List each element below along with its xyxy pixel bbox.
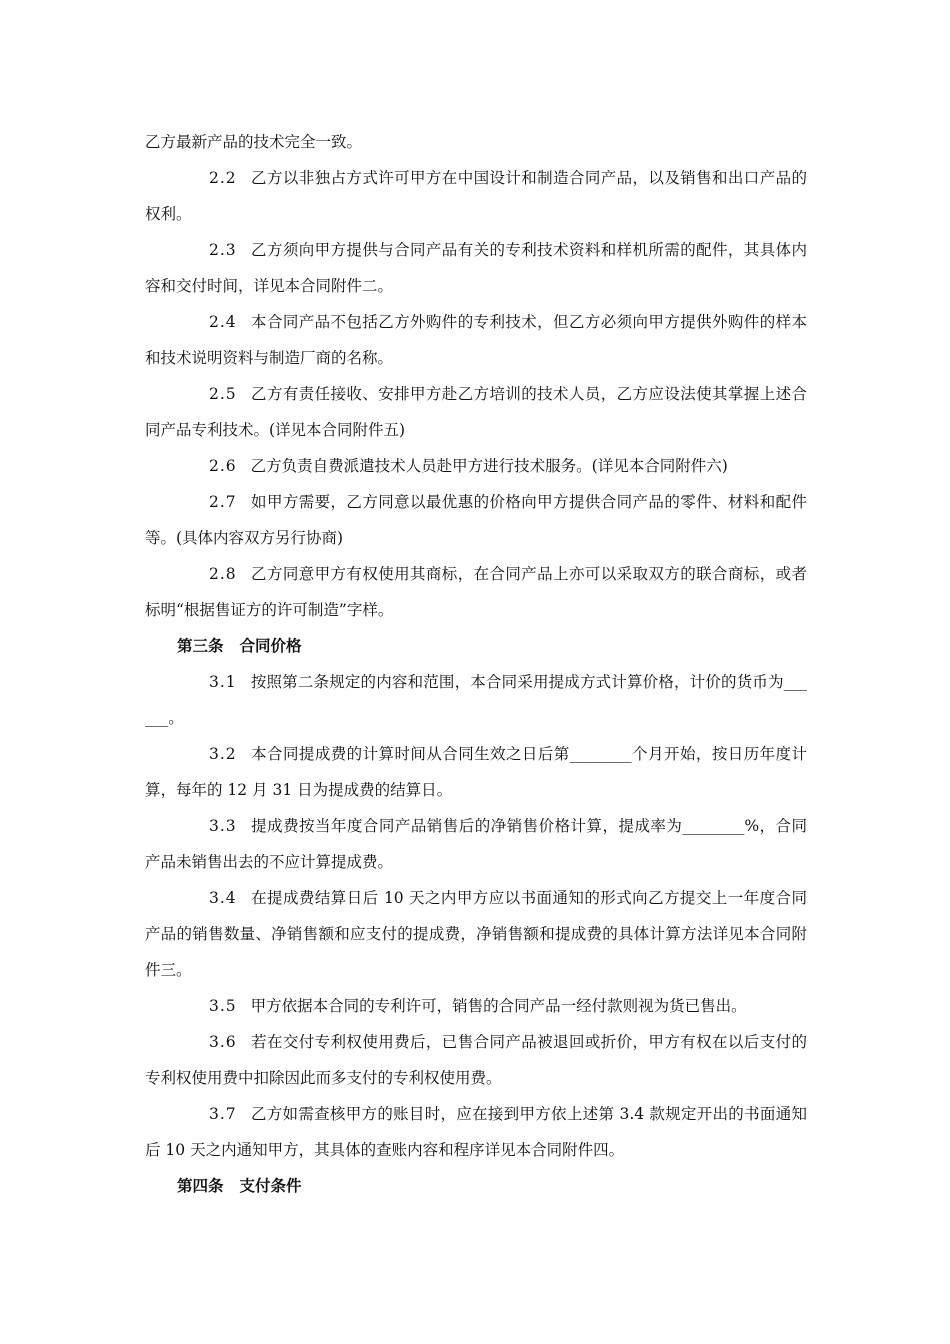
clause-number: 2.8	[209, 565, 237, 583]
clause-text: 若在交付专利权使用费后，已售合同产品被退回或折价，甲方有权在以后支付的专利权使用费中扣除因此而多支付的专利权使用费。	[145, 1033, 807, 1087]
clause-number: 3.6	[209, 1033, 237, 1051]
clause-number: 2.4	[209, 313, 237, 331]
clause-text: 在提成费结算日后 10 天之内甲方应以书面通知的形式向乙方提交上一年度合同产品的销售数量、净销售额和应支付的提成费，净销售额和提成费的具体计算方法详见本合同附件三。	[145, 889, 807, 979]
document-body	[145, 124, 807, 1204]
clause-text: 按照第二条规定的内容和范围，本合同采用提成方式计算价格，计价的货币为______。	[145, 673, 807, 727]
clause-2-5	[145, 376, 807, 448]
clause-3-2	[145, 736, 807, 808]
clause-number: 3.1	[209, 673, 237, 691]
clause-text: 提成费按当年度合同产品销售后的净销售价格计算，提成率为________%，合同产品未销售出去的不应计算提成费。	[145, 817, 807, 871]
clause-3-6	[145, 1024, 807, 1096]
clause-number: 2.5	[209, 385, 237, 403]
section-number: 第四条	[177, 1177, 224, 1195]
clause-text: 甲方依据本合同的专利许可，销售的合同产品一经付款则视为货已售出。	[250, 997, 747, 1015]
section-number: 第三条	[177, 637, 224, 655]
clause-2-2	[145, 160, 807, 232]
clause-2-4	[145, 304, 807, 376]
clause-number: 3.7	[209, 1105, 237, 1123]
clause-3-1	[145, 664, 807, 736]
clause-number: 2.6	[209, 457, 237, 475]
section-heading-4	[145, 1168, 807, 1204]
section-heading-3	[145, 628, 807, 664]
clause-text: 本合同产品不包括乙方外购件的专利技术，但乙方必须向甲方提供外购件的样本和技术说明资料与制造厂商的名称。	[145, 313, 807, 367]
clause-number: 3.3	[209, 817, 237, 835]
clause-text: 乙方负责自费派遣技术人员赴甲方进行技术服务。(详见本合同附件六)	[250, 457, 728, 475]
opening-line: 乙方最新产品的技术完全一致。	[145, 133, 363, 151]
clause-2-8	[145, 556, 807, 628]
clause-2-3	[145, 232, 807, 304]
clause-text: 乙方同意甲方有权使用其商标，在合同产品上亦可以采取双方的联合商标，或者标明“根据售证方的许可制造”字样。	[145, 565, 807, 619]
clause-number: 2.2	[209, 169, 237, 187]
clause-3-3	[145, 808, 807, 880]
clause-number: 2.7	[209, 493, 237, 511]
clause-text: 乙方如需查核甲方的账目时，应在接到甲方依上述第 3.4 款规定开出的书面通知后 10 天之内通知甲方，其具体的查账内容和程序详见本合同附件四。	[145, 1105, 807, 1159]
clause-3-7	[145, 1096, 807, 1168]
clause-2-7	[145, 484, 807, 556]
clause-text: 乙方须向甲方提供与合同产品有关的专利技术资料和样机所需的配件，其具体内容和交付时间，详见本合同附件二。	[145, 241, 807, 295]
clause-number: 3.5	[209, 997, 237, 1015]
clause-2-6	[145, 448, 807, 484]
clause-text: 本合同提成费的计算时间从合同生效之日后第________个月开始，按日历年度计算，每年的 12 月 31 日为提成费的结算日。	[145, 745, 807, 799]
clause-number: 2.3	[209, 241, 237, 259]
section-title: 合同价格	[239, 637, 302, 655]
clause-text: 乙方以非独占方式许可甲方在中国设计和制造合同产品，以及销售和出口产品的权利。	[145, 169, 807, 223]
section-title: 支付条件	[239, 1177, 302, 1195]
clause-3-5	[145, 988, 807, 1024]
clause-text: 乙方有责任接收、安排甲方赴乙方培训的技术人员，乙方应设法使其掌握上述合同产品专利技术。(详见本合同附件五)	[145, 385, 807, 439]
clause-3-4	[145, 880, 807, 988]
clause-number: 3.2	[209, 745, 237, 763]
clause-number: 3.4	[209, 889, 237, 907]
clause-text: 如甲方需要，乙方同意以最优惠的价格向甲方提供合同产品的零件、材料和配件等。(具体内容双方另行协商)	[145, 493, 807, 547]
